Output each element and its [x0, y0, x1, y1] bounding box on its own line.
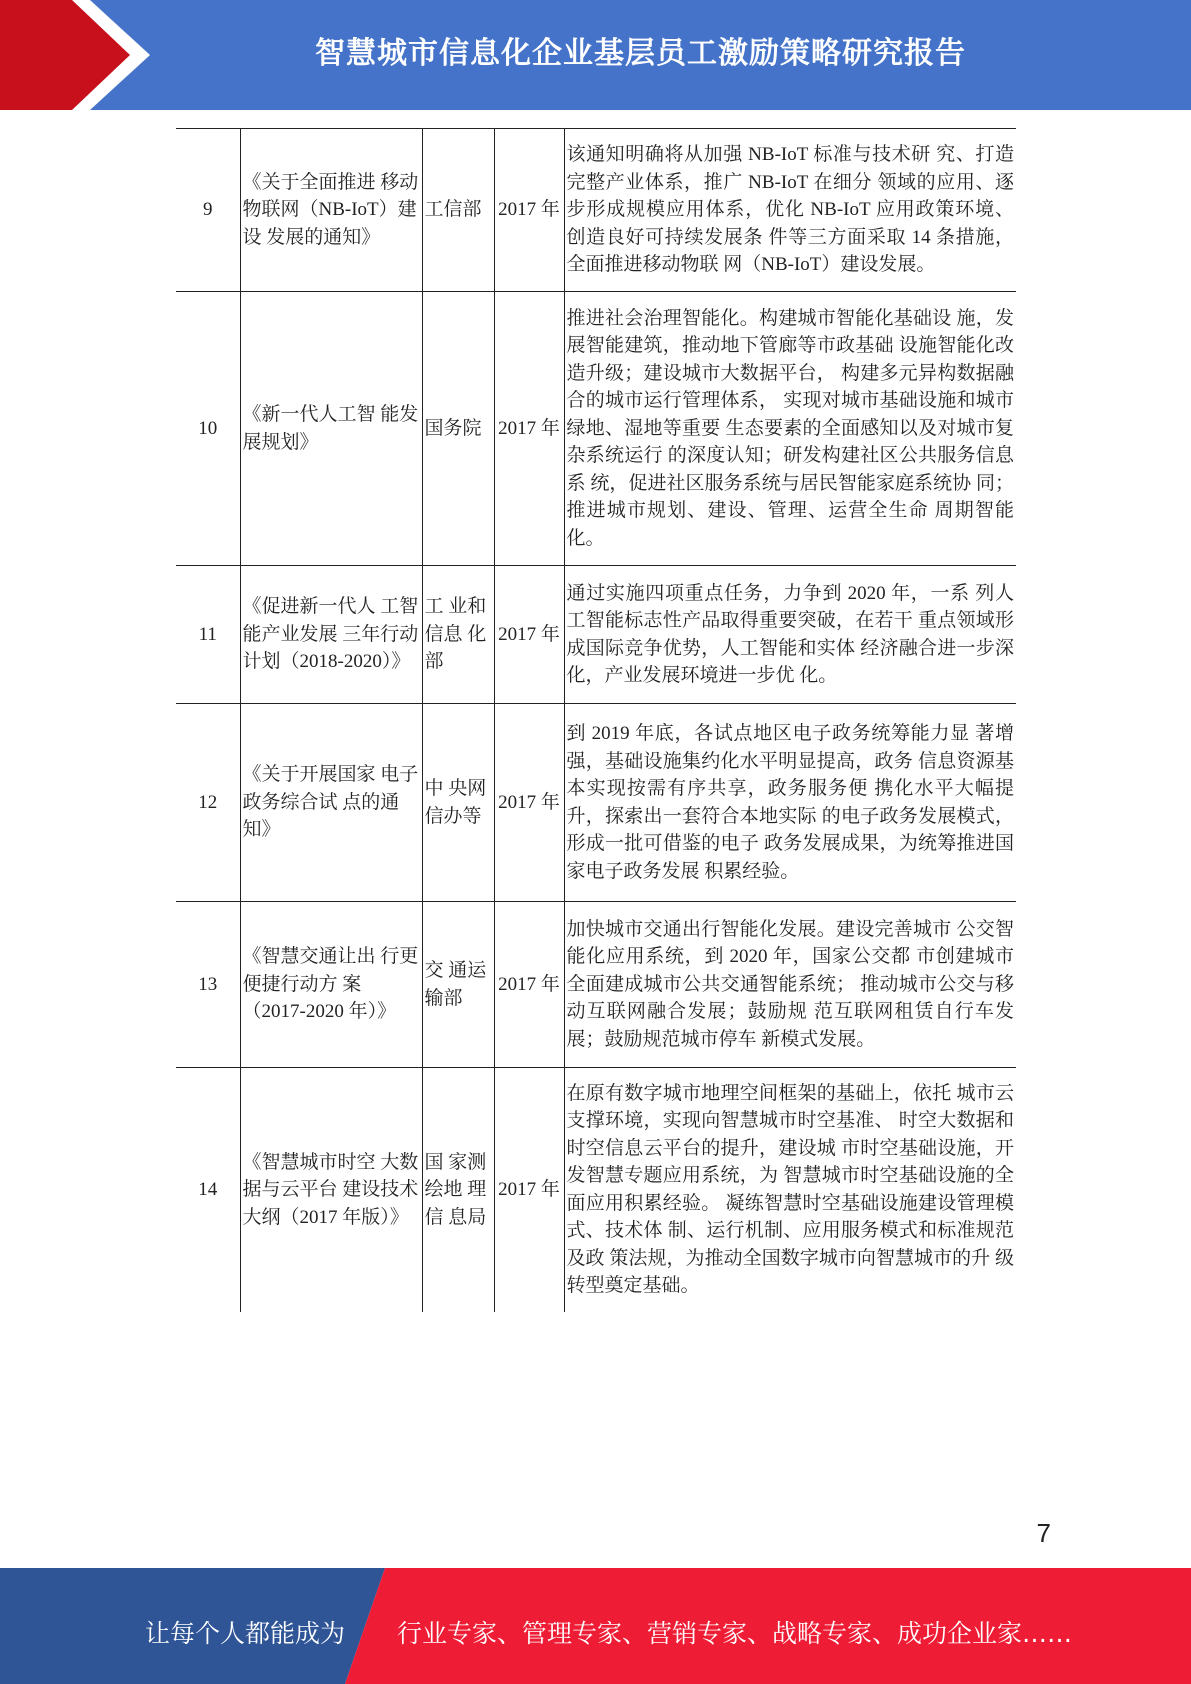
row-number: 12	[176, 704, 240, 902]
table-row	[176, 1068, 1016, 1312]
policy-name: 《智慧城市时空 大数据与云平台 建设技术大纲（2017 年版）》	[240, 1068, 422, 1312]
policy-name: 《关于全面推进 移动物联网（NB-IoT）建设 发展的通知》	[240, 129, 422, 292]
red-chevron-icon	[0, 0, 150, 110]
issuing-department: 交 通运 输部	[422, 902, 494, 1068]
policy-name: 《关于开展国家 电子政务综合试 点的通知》	[240, 704, 422, 902]
footer-slogan-left: 让每个人都能成为	[145, 1619, 346, 1648]
policy-name: 《促进新一代人 工智能产业发展 三年行动计划（2018-2020）》	[240, 566, 422, 704]
row-number: 9	[176, 129, 240, 292]
page-title: 智慧城市信息化企业基层员工激励策略研究报告	[315, 36, 966, 71]
issuing-department: 工 业和 信息 化部	[422, 566, 494, 704]
policy-table	[176, 128, 1016, 1312]
table-row	[176, 902, 1016, 1068]
row-number: 14	[176, 1068, 240, 1312]
row-number: 10	[176, 292, 240, 566]
footer-slogan-right: 行业专家、管理专家、营销专家、战略专家、成功企业家……	[397, 1619, 1073, 1648]
issuing-department: 国务院	[422, 292, 494, 566]
policy-description: 该通知明确将从加强 NB-IoT 标准与技术研 究、打造完整产业体系，推广 NB-IoT 在细分 领域的应用、逐步形成规模应用体系，优化 NB-IoT 应用政策环境、创造良好可持续发展条 件等三方面采取 14 条措施，全面推进移动物联 网（NB-IoT）建设发展。	[564, 129, 1016, 292]
page-footer	[0, 1568, 1191, 1684]
table-row	[176, 704, 1016, 902]
issue-year: 2017 年	[494, 566, 564, 704]
table-row	[176, 292, 1016, 566]
policy-description: 到 2019 年底，各试点地区电子政务统筹能力显 著增强，基础设施集约化水平明显提高，政务 信息资源基本实现按需有序共享，政务服务便 携化水平大幅提升，探索出一套符合本地实际 的电子政务发展模式，形成一批可借鉴的电子 政务发展成果，为统筹推进国家电子政务发展 积累经验。	[564, 704, 1016, 902]
page-header	[0, 0, 1191, 110]
policy-name: 《新一代人工智 能发展规划》	[240, 292, 422, 566]
issue-year: 2017 年	[494, 129, 564, 292]
table-row	[176, 566, 1016, 704]
policy-description: 通过实施四项重点任务，力争到 2020 年，一系 列人工智能标志性产品取得重要突破，在若干 重点领域形成国际竞争优势，人工智能和实体 经济融合进一步深化，产业发展环境进一步优 化。	[564, 566, 1016, 704]
policy-description: 在原有数字城市地理空间框架的基础上，依托 城市云支撑环境，实现向智慧城市时空基准、 时空大数据和时空信息云平台的提升，建设城 市时空基础设施，开发智慧专题应用系统，为 智慧城市时空基础设施的全面应用积累经验。 凝练智慧时空基础设施建设管理模式、技术体 制、运行机制、应用服务模式和标准规范及政 策法规，为推动全国数字城市向智慧城市的升 级转型奠定基础。	[564, 1068, 1016, 1312]
issuing-department: 中 央网 信办等	[422, 704, 494, 902]
row-number: 11	[176, 566, 240, 704]
issue-year: 2017 年	[494, 1068, 564, 1312]
issue-year: 2017 年	[494, 902, 564, 1068]
issuing-department: 国 家测 绘地 理信 息局	[422, 1068, 494, 1312]
policy-name: 《智慧交通让出 行更便捷行动方 案（2017-2020 年）》	[240, 902, 422, 1068]
policy-description: 加快城市交通出行智能化发展。建设完善城市 公交智能化应用系统，到 2020 年，国家公交都 市创建城市全面建成城市公共交通智能系统； 推动城市公交与移动互联网融合发展；鼓励规 范互联网租赁自行车发展；鼓励规范城市停车 新模式发展。	[564, 902, 1016, 1068]
policy-description: 推进社会治理智能化。构建城市智能化基础设 施，发展智能建筑，推动地下管廊等市政基础 设施智能化改造升级；建设城市大数据平台， 构建多元异构数据融合的城市运行管理体系， 实现对城市基础设施和城市绿地、湿地等重要 生态要素的全面感知以及对城市复杂系统运行 的深度认知；研发构建社区公共服务信息系 统，促进社区服务系统与居民智能家庭系统协 同；推进城市规划、建设、管理、运营全生命 周期智能化。	[564, 292, 1016, 566]
issuing-department: 工信部	[422, 129, 494, 292]
page-number: 7	[1036, 1518, 1051, 1548]
row-number: 13	[176, 902, 240, 1068]
issue-year: 2017 年	[494, 292, 564, 566]
issue-year: 2017 年	[494, 704, 564, 902]
table-row	[176, 129, 1016, 292]
